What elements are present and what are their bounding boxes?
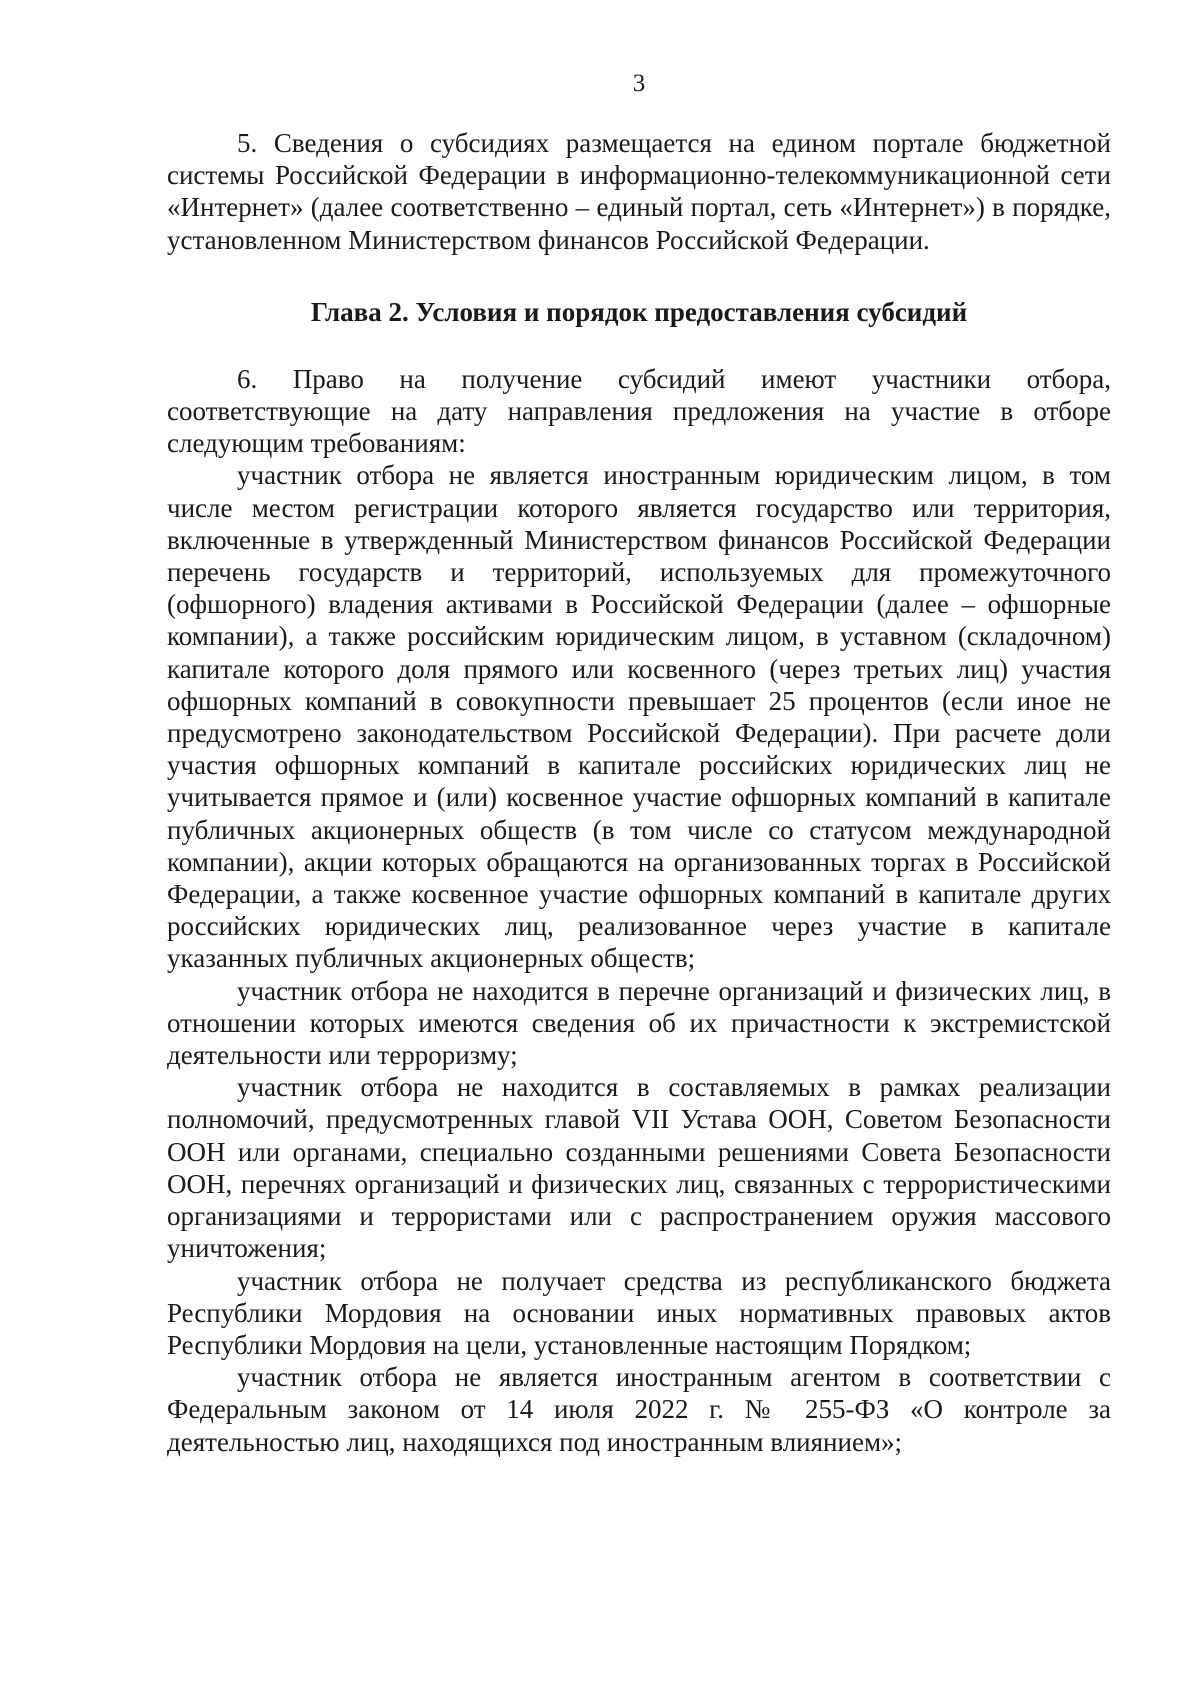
page-number: 3 [632,70,646,97]
document-body [167,127,1111,1458]
paragraph-5: 5. Сведения о субсидиях размещается на едином портале бюджетной системы Российской Федерации в информационно-телекоммуникационной сети «Интернет» (далее соответственно – единый портал, сеть «Интернет») в порядке, установленном Министерством финансов Российской Федерации. [167,128,1111,255]
chapter-title: Глава 2. Условия и порядок предоставления субсидий [310,296,968,327]
requirement-foreign-agent: участник отбора не является иностранным агентом в соответствии с Федеральным законом от 14 июля 2022 г. № 255-ФЗ «О контроле за деятельностью лиц, находящихся под иностранным влиянием»; [167,1362,1111,1457]
requirement-extremism-list: участник отбора не находится в перечне организаций и физических лиц, в отношении которых имеются сведения об их причастности к экстремистской деятельности или терроризму; [167,975,1111,1071]
paragraph-6: 6. Право на получение субсидий имеют участники отбора, соответствующие на дату направления предложения на участие в отборе следующим требованиям: [167,363,1111,459]
requirement-offshore: участник отбора не является иностранным юридическим лицом, в том числе местом регистрации которого является государство или территория, включенные в утвержденный Министерством финансов Российской Федерации перечень государств и территорий, используемых для промежуточного (офшорного) владения активами в Российской Федерации (далее – офшорные компании), а также российским юридическим лицом, в уставном (складочном) капитале которого доля прямого или косвенного (через третьих лиц) участия офшорных компаний в совокупности превышает 25 процентов (если иное не предусмотрено законодательством Российской Федерации). При расчете доли участия офшорных компаний в капитале российских юридических лиц не учитывается прямое и (или) косвенное участие офшорных компаний в капитале публичных акционерных обществ (в том числе со статусом международной компании), акции которых обращаются на организованных торгах в Российской Федерации, а также косвенное участие офшорных компаний в капитале других российских юридических лиц, реализованное через участие в капитале указанных публичных акционерных обществ; [167,460,1111,974]
requirement-no-other-funds: участник отбора не получает средства из республиканского бюджета Республики Мордовия на основании иных нормативных правовых актов Республики Мордовия на цели, установленные настоящим Порядком; [167,1265,1111,1360]
requirement-un-lists: участник отбора не находится в составляемых в рамках реализации полномочий, предусмотренных главой VII Устава ООН, Советом Безопасности ООН или органами, специально созданными решениями Совета Безопасности ООН, перечнях организаций и физических лиц, связанных с террористическими организациями и террористами или с распространением оружия массового уничтожения; [167,1072,1111,1264]
